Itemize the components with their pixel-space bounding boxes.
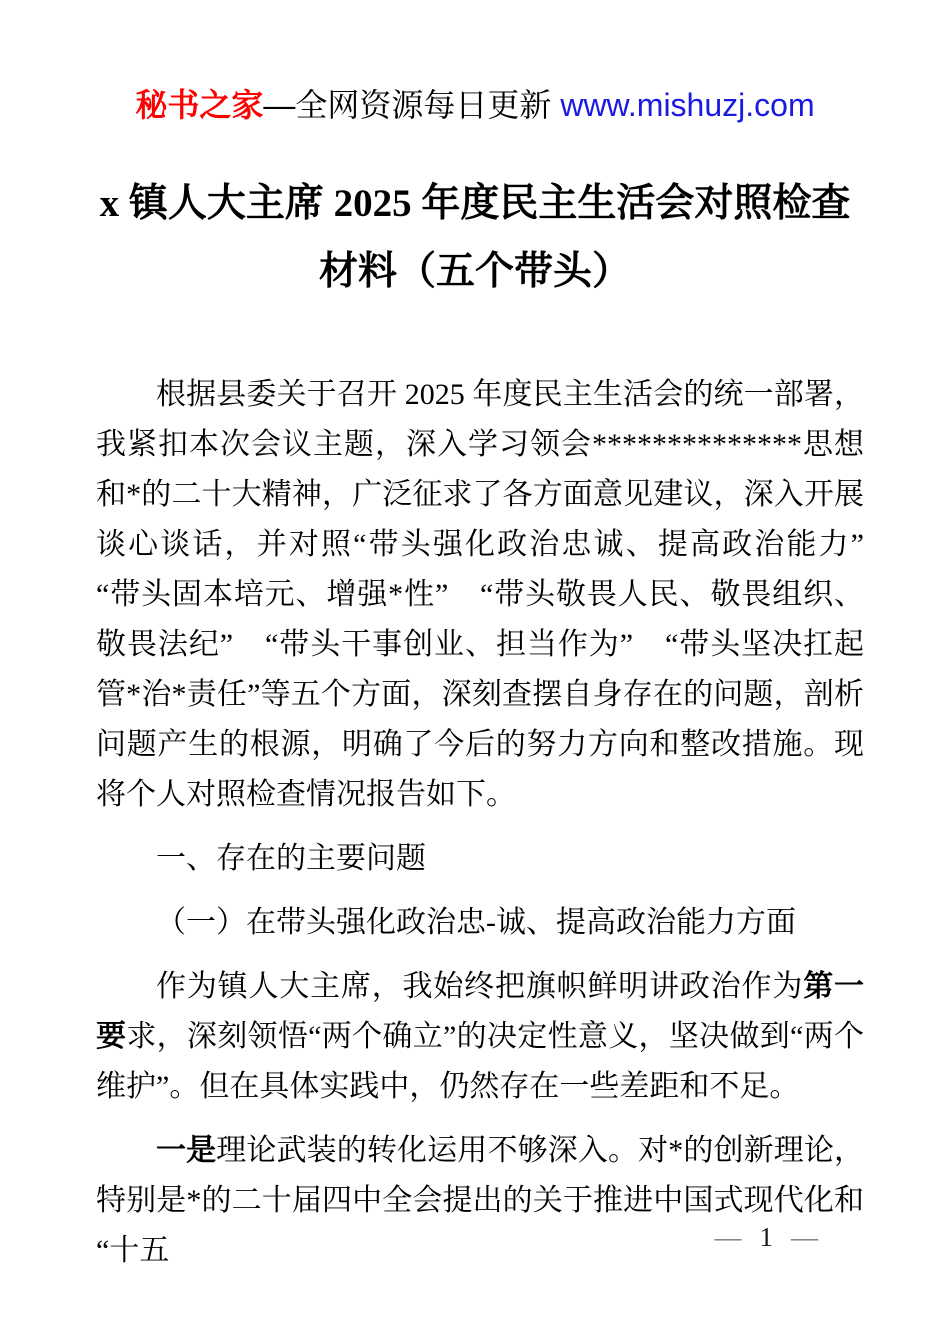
paragraph-intro: 根据县委关于召开 2025 年度民主生活会的统一部署，我紧扣本次会议主题，深入学习领会**************思想和*的二十大精神，广泛征求了各方面意见建议，深入开展谈心谈话，并对照“带头强化政治忠诚、提高政治能力” “带头固本培元、增强*性” “带头敬畏人民、敬畏组织、敬畏法纪” “带头干事创业、担当作为” “带头坚决扛起管*治*责任”等五个方面，深刻查摆自身存在的问题，剖析问题产生的根源，明确了今后的努力方向和整改措施。现将个人对照检查情况报告如下。 bbox=[96, 378, 894, 811]
paragraph-self-review bbox=[96, 962, 864, 1112]
paragraph-self-review-text-2: 求，深刻领悟“两个确立”的决定性意义，坚决做到“两个维护”。但在具体实践中，仍然存在一些差距和不足。 bbox=[96, 1020, 864, 1103]
page-footer bbox=[715, 1222, 819, 1252]
banner-tagline: —全网资源每日更新 bbox=[263, 87, 561, 123]
document-title bbox=[0, 170, 950, 306]
banner-site-name: 秘书之家 bbox=[135, 87, 264, 123]
footer-right-dash: — bbox=[791, 1222, 818, 1252]
banner-url-link[interactable]: www.mishuzj.com bbox=[560, 87, 815, 123]
document-title-line2: 材料（五个带头） bbox=[318, 250, 631, 293]
subsection-heading-1-1: （一）在带头强化政治忠-诚、提高政治能力方面 bbox=[156, 906, 796, 939]
paragraph-issue-one bbox=[96, 1126, 864, 1276]
paragraph-self-review-bold: 第一要 bbox=[96, 970, 865, 1053]
page-number: 1 bbox=[759, 1222, 773, 1252]
document-title-line1: x 镇人大主席 2025 年度民主生活会对照检查 bbox=[99, 182, 851, 225]
promo-banner bbox=[0, 0, 950, 126]
paragraph-self-review-text-1: 作为镇人大主席，我始终把旗帜鲜明讲政治作为 bbox=[156, 970, 804, 1003]
paragraph-issue-one-bold: 一是 bbox=[156, 1134, 217, 1167]
section-heading-1: 一、存在的主要问题 bbox=[156, 842, 426, 875]
paragraph-issue-one-text: 理论武装的转化运用不够深入。对*的创新理论，特别是*的二十届四中全会提出的关于推进中国式现代化和“十五 bbox=[96, 1134, 865, 1267]
document-body bbox=[96, 370, 894, 1276]
footer-left-dash: — bbox=[714, 1222, 742, 1252]
